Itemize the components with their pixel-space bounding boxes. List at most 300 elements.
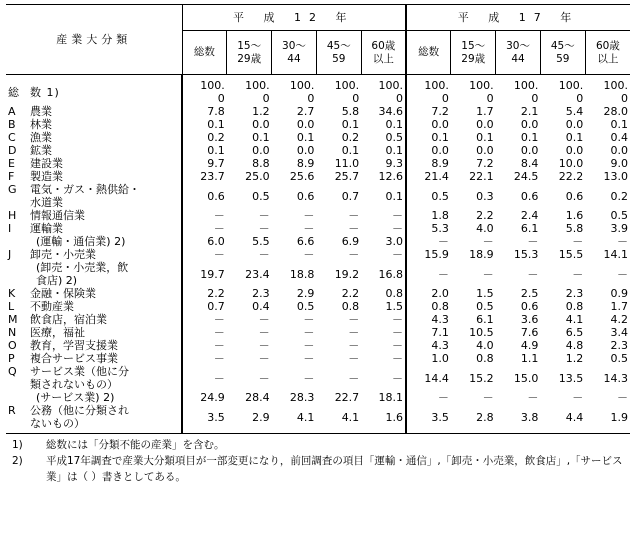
value-cell: －	[303, 313, 315, 326]
table-row	[6, 170, 630, 183]
value-cell: －	[617, 267, 629, 281]
value-cell: 0.1	[520, 131, 539, 144]
value-cell: 0.6	[565, 189, 584, 203]
value-cell: －	[348, 313, 360, 326]
value-cell: 3.5	[406, 404, 451, 434]
value-cell: 2.2	[341, 287, 360, 300]
value-cell: 3.8	[496, 404, 541, 434]
value-cell: 4.8	[565, 339, 584, 352]
footnote-text: 総数には「分類不能の産業」を含む。	[46, 439, 225, 451]
value-cell: 6.6	[296, 235, 315, 248]
industry-name: 運輸業	[30, 222, 63, 235]
value-cell: 1.9	[585, 404, 630, 434]
value-cell: 6.1	[520, 222, 539, 235]
value-cell: －	[348, 222, 360, 235]
value-cell: 11.0	[334, 157, 360, 170]
industry-code: H	[8, 209, 17, 222]
value-cell: 6.0	[182, 235, 227, 248]
value-cell: 100. 0	[182, 75, 227, 106]
value-cell: 0.1	[565, 131, 584, 144]
table-row	[6, 365, 630, 391]
value-cell: 1.0	[406, 352, 451, 365]
value-cell: 7.6	[520, 326, 539, 339]
value-cell: 0.2	[341, 131, 360, 144]
value-cell: 3.0	[385, 235, 404, 248]
value-cell: －	[406, 235, 451, 248]
footnote-mark: 1)	[12, 439, 23, 451]
industry-name: 林業	[30, 118, 52, 131]
industry-name: 飲食店，宿泊業	[30, 313, 107, 326]
industry-name: 複合サービス事業	[30, 352, 118, 365]
industry-code	[8, 235, 30, 248]
value-cell: 0.0	[565, 144, 584, 157]
value-cell: －	[392, 339, 404, 352]
industry-name: 教育，学習支援業	[30, 339, 118, 352]
value-cell: 0.2	[182, 131, 227, 144]
industry-code: G	[8, 183, 17, 196]
age-header-h12-1: 15～ 29歳	[227, 31, 272, 75]
industry-cell	[6, 222, 182, 235]
year-header-h12: 平 成 12 年	[182, 5, 406, 31]
value-cell: 9.0	[610, 157, 629, 170]
table-row	[6, 391, 630, 404]
value-cell: 24.5	[513, 170, 539, 183]
industry-code: O	[8, 339, 17, 352]
value-cell: 1.1	[520, 352, 539, 365]
industry-name: (運輸・通信業) 2)	[36, 235, 126, 248]
industry-name: 製造業	[30, 170, 63, 183]
industry-name: 医療，福祉	[30, 326, 85, 339]
value-cell: －	[572, 391, 584, 404]
value-cell: 1.6	[565, 209, 584, 222]
age-header-h12-0: 総数	[182, 31, 227, 75]
value-cell: 0.1	[182, 118, 227, 131]
value-cell: 0.2	[610, 189, 629, 203]
value-cell: －	[182, 339, 227, 352]
value-cell: 28.3	[289, 391, 315, 404]
industry-cell	[6, 131, 182, 144]
value-cell: 2.2	[182, 287, 227, 300]
value-cell: －	[348, 248, 360, 261]
value-cell: 0.6	[520, 300, 539, 313]
value-cell: 2.5	[520, 287, 539, 300]
value-cell: 15.0	[513, 371, 539, 385]
value-cell: 0.0	[476, 118, 494, 131]
footnote-2	[6, 453, 630, 485]
industry-name: 農業	[30, 105, 52, 118]
value-cell: －	[348, 209, 360, 222]
value-cell: －	[406, 391, 451, 404]
value-cell: －	[258, 339, 270, 352]
value-cell: 5.4	[565, 105, 584, 118]
industry-cell	[6, 105, 182, 118]
industry-cell	[6, 170, 182, 183]
table-row	[6, 235, 630, 248]
industry-cell	[6, 313, 182, 326]
value-cell: 0.1	[385, 144, 404, 157]
value-cell: 7.2	[406, 105, 451, 118]
value-cell: 0.5	[610, 209, 629, 222]
industry-name: 電気・ガス・熱供給・ 水道業	[30, 183, 140, 209]
value-cell: 2.3	[252, 287, 270, 300]
value-cell: 0.1	[610, 118, 629, 131]
value-cell: 0.0	[406, 118, 451, 131]
table-row	[6, 209, 630, 222]
industry-cell	[6, 118, 182, 131]
value-cell: 25.6	[289, 170, 315, 183]
value-cell: －	[182, 248, 227, 261]
value-cell: －	[392, 209, 404, 222]
table-row	[6, 131, 630, 144]
value-cell: 23.7	[182, 170, 227, 183]
value-cell: 0.0	[520, 118, 539, 131]
industry-code: R	[8, 404, 16, 417]
industry-cell	[6, 287, 182, 300]
value-cell: 28.0	[603, 105, 629, 118]
value-cell: 3.9	[610, 222, 629, 235]
value-cell: 0.7	[182, 300, 227, 313]
industry-code: E	[8, 157, 15, 170]
value-cell: 100. 0	[378, 79, 404, 105]
value-cell: 0.1	[341, 118, 360, 131]
industry-code: N	[8, 326, 17, 339]
industry-name: 金融・保険業	[30, 287, 96, 300]
value-cell: 0.1	[385, 118, 404, 131]
value-cell: 0.0	[252, 144, 270, 157]
industry-name: 卸売・小売業	[30, 248, 96, 261]
industry-code: M	[8, 313, 18, 326]
value-cell: －	[392, 326, 404, 339]
value-cell: －	[182, 313, 227, 326]
industry-code: K	[8, 287, 16, 300]
value-cell: 3.6	[520, 313, 539, 326]
age-header-h12-3: 45～ 59	[316, 31, 361, 75]
industry-cell	[6, 75, 182, 106]
footnote-text: 平成17年調査で産業大分類項目が一部変更になり，前回調査の項目「運輸・通信」,「卸売・小売業，飲食店」,「サービス業」は（ ）書きとしてある。	[46, 455, 623, 483]
industry-code	[8, 261, 30, 287]
value-cell: －	[392, 222, 404, 235]
value-cell: －	[303, 371, 315, 385]
value-cell: 0.0	[296, 118, 315, 131]
value-cell: 4.9	[520, 339, 539, 352]
year-header-h17: 平 成 17 年	[406, 5, 630, 31]
table-row	[6, 261, 630, 287]
value-cell: 28.4	[245, 391, 270, 404]
value-cell: 0.8	[341, 300, 360, 313]
value-cell: 4.1	[272, 404, 317, 434]
value-cell: 5.8	[565, 222, 584, 235]
value-cell: －	[392, 313, 404, 326]
industry-cell	[6, 209, 182, 222]
value-cell: 0.1	[296, 131, 315, 144]
value-cell: 4.2	[610, 313, 629, 326]
category-header: 産業大分類	[6, 5, 182, 75]
value-cell: 100. 0	[334, 79, 360, 105]
age-header-h17-3: 45～ 59	[540, 31, 585, 75]
industry-name: 漁業	[30, 131, 52, 144]
industry-code: Q	[8, 365, 17, 378]
value-cell: 8.9	[406, 157, 451, 170]
value-cell: －	[182, 352, 227, 365]
table-row	[6, 75, 630, 106]
age-header-h17-4: 60歳 以上	[585, 31, 630, 75]
value-cell: 0.0	[520, 144, 539, 157]
industry-cell	[6, 248, 182, 261]
value-cell: －	[392, 352, 404, 365]
table-row	[6, 144, 630, 157]
value-cell: 2.9	[227, 404, 272, 434]
age-header-h12-4: 60歳 以上	[361, 31, 406, 75]
value-cell: 0.5	[385, 131, 404, 144]
value-cell: －	[572, 235, 584, 248]
value-cell: －	[258, 313, 270, 326]
value-cell: 1.7	[610, 300, 629, 313]
value-cell: 8.8	[252, 157, 270, 170]
industry-cell	[6, 365, 182, 391]
value-cell: －	[348, 339, 360, 352]
value-cell: －	[527, 391, 539, 404]
value-cell: －	[303, 326, 315, 339]
value-cell: 0.1	[182, 144, 227, 157]
industry-name: 鉱業	[30, 144, 52, 157]
industry-name: サービス業（他に分 類されないもの）	[30, 365, 129, 391]
value-cell: －	[348, 326, 360, 339]
value-cell: 15.3	[513, 248, 539, 261]
industry-code: B	[8, 118, 16, 131]
value-cell: 4.0	[476, 339, 494, 352]
value-cell: －	[348, 371, 360, 385]
value-cell: 2.9	[296, 287, 315, 300]
age-header-h17-2: 30～ 44	[496, 31, 541, 75]
value-cell: －	[482, 235, 494, 248]
value-cell: 2.8	[451, 404, 496, 434]
value-cell: 21.4	[406, 170, 451, 183]
value-cell: 5.8	[341, 105, 360, 118]
value-cell: 25.0	[245, 170, 270, 183]
value-cell: 0.0	[252, 118, 270, 131]
industry-code: 総	[8, 85, 19, 99]
industry-name: 数 1)	[30, 85, 60, 99]
value-cell: 23.4	[245, 267, 270, 281]
industry-cell	[6, 144, 182, 157]
value-cell: －	[617, 391, 629, 404]
value-cell: 0.0	[296, 144, 315, 157]
value-cell: 1.7	[476, 105, 494, 118]
industry-name: 不動産業	[30, 300, 74, 313]
value-cell: 3.4	[610, 326, 629, 339]
value-cell: 0.5	[296, 300, 315, 313]
table-row	[6, 300, 630, 313]
value-cell: 4.1	[565, 313, 584, 326]
table-row	[6, 287, 630, 300]
value-cell: －	[182, 222, 227, 235]
value-cell: 19.2	[334, 267, 360, 281]
value-cell: 4.1	[316, 404, 361, 434]
table-row	[6, 339, 630, 352]
value-cell: 2.3	[610, 339, 629, 352]
value-cell: 0.8	[565, 300, 584, 313]
value-cell: 0.0	[610, 144, 629, 157]
value-cell: 22.1	[469, 170, 494, 183]
statistics-table-page	[6, 4, 630, 485]
value-cell: 0.5	[406, 183, 451, 209]
value-cell: 0.1	[252, 131, 270, 144]
value-cell: －	[182, 365, 227, 391]
industry-cell	[6, 183, 182, 209]
value-cell: 4.4	[540, 404, 585, 434]
value-cell: 3.5	[182, 404, 227, 434]
value-cell: －	[392, 248, 404, 261]
table-row	[6, 157, 630, 170]
industry-cell	[6, 352, 182, 365]
age-header-h17-0: 総数	[406, 31, 451, 75]
industry-cell	[6, 326, 182, 339]
value-cell: 100. 0	[406, 75, 451, 106]
industry-cell	[6, 391, 182, 404]
table-row	[6, 183, 630, 209]
table-row	[6, 248, 630, 261]
value-cell: 22.7	[334, 391, 360, 404]
industry-name: (サービス業) 2)	[36, 391, 115, 404]
value-cell: －	[303, 248, 315, 261]
industry-cell	[6, 339, 182, 352]
value-cell: 4.0	[476, 222, 494, 235]
industry-code: J	[8, 248, 12, 261]
value-cell: 10.0	[558, 157, 584, 170]
industry-cell	[6, 157, 182, 170]
footnotes	[6, 437, 630, 485]
value-cell: －	[258, 352, 270, 365]
value-cell: －	[258, 371, 270, 385]
value-cell: 15.9	[406, 248, 451, 261]
industry-code: A	[8, 105, 16, 118]
table-row	[6, 118, 630, 131]
value-cell: 14.3	[603, 371, 629, 385]
value-cell: 4.3	[406, 339, 451, 352]
value-cell: 18.9	[469, 248, 494, 261]
industry-code: D	[8, 144, 17, 157]
value-cell: 6.5	[565, 326, 584, 339]
table-row	[6, 222, 630, 235]
value-cell: 0.6	[296, 189, 315, 203]
value-cell: 14.4	[406, 365, 451, 391]
value-cell: 0.1	[385, 189, 404, 203]
value-cell: －	[182, 326, 227, 339]
footnote-1	[6, 437, 630, 453]
value-cell: －	[482, 267, 494, 281]
value-cell: 0.5	[252, 189, 270, 203]
value-cell: 18.8	[289, 267, 315, 281]
table-row	[6, 404, 630, 434]
value-cell: 13.5	[558, 371, 584, 385]
value-cell: 2.3	[565, 287, 584, 300]
value-cell: 0.4	[610, 131, 629, 144]
industry-code: F	[8, 170, 15, 183]
table-row	[6, 313, 630, 326]
value-cell: 0.3	[476, 189, 494, 203]
value-cell: 7.8	[182, 105, 227, 118]
value-cell: 12.6	[378, 170, 404, 183]
value-cell: 100. 0	[603, 79, 629, 105]
value-cell: 2.2	[476, 209, 494, 222]
value-cell: 13.0	[603, 170, 629, 183]
value-cell: 0.1	[406, 131, 451, 144]
value-cell: 1.2	[565, 352, 584, 365]
industry-cell	[6, 404, 182, 434]
value-cell: －	[406, 261, 451, 287]
value-cell: 16.8	[378, 267, 404, 281]
value-cell: 10.5	[469, 326, 494, 339]
value-cell: 9.7	[182, 157, 227, 170]
value-cell: 100. 0	[289, 79, 315, 105]
value-cell: 34.6	[378, 105, 404, 118]
value-cell: 1.8	[406, 209, 451, 222]
value-cell: －	[303, 209, 315, 222]
value-cell: 24.9	[182, 391, 227, 404]
value-cell: 1.6	[361, 404, 406, 434]
table-row	[6, 105, 630, 118]
value-cell: 0.8	[406, 300, 451, 313]
table-row	[6, 326, 630, 339]
value-cell: －	[303, 222, 315, 235]
industry-code: C	[8, 131, 16, 144]
value-cell: 0.1	[341, 144, 360, 157]
value-cell: 100. 0	[558, 79, 584, 105]
value-cell: 0.5	[610, 352, 629, 365]
industry-code: P	[8, 352, 15, 365]
value-cell: 14.1	[603, 248, 629, 261]
value-cell: 0.6	[520, 189, 539, 203]
value-cell: 0.8	[385, 287, 404, 300]
value-cell: 1.5	[385, 300, 404, 313]
value-cell: －	[527, 267, 539, 281]
value-cell: －	[258, 222, 270, 235]
industry-name: (卸売・小売業，飲 食店) 2)	[36, 261, 129, 287]
value-cell: 0.9	[610, 287, 629, 300]
value-cell: 15.5	[558, 248, 584, 261]
value-cell: 100. 0	[513, 79, 539, 105]
value-cell: 0.1	[476, 131, 494, 144]
value-cell: 1.5	[476, 287, 494, 300]
value-cell: 19.7	[182, 261, 227, 287]
industry-cell	[6, 300, 182, 313]
industry-code: I	[8, 222, 12, 235]
value-cell: 0.7	[341, 189, 360, 203]
value-cell: 6.9	[341, 235, 360, 248]
value-cell: 25.7	[334, 170, 360, 183]
age-header-h17-1: 15～ 29歳	[451, 31, 496, 75]
value-cell: 0.0	[565, 118, 584, 131]
value-cell: 5.5	[252, 235, 270, 248]
value-cell: 7.2	[476, 157, 494, 170]
value-cell: 0.0	[406, 144, 451, 157]
value-cell: 2.4	[520, 209, 539, 222]
value-cell: 0.0	[476, 144, 494, 157]
value-cell: 0.5	[476, 300, 494, 313]
value-cell: －	[258, 326, 270, 339]
industry-cell	[6, 261, 182, 287]
value-cell: 1.2	[252, 105, 270, 118]
value-cell: 2.0	[406, 287, 451, 300]
value-cell: 100. 0	[245, 79, 270, 105]
value-cell: 0.4	[252, 300, 270, 313]
value-cell: 6.1	[476, 313, 494, 326]
value-cell: 100. 0	[469, 79, 494, 105]
value-cell: 0.6	[182, 183, 227, 209]
industry-code	[8, 391, 30, 404]
value-cell: －	[527, 235, 539, 248]
value-cell: 8.9	[296, 157, 315, 170]
